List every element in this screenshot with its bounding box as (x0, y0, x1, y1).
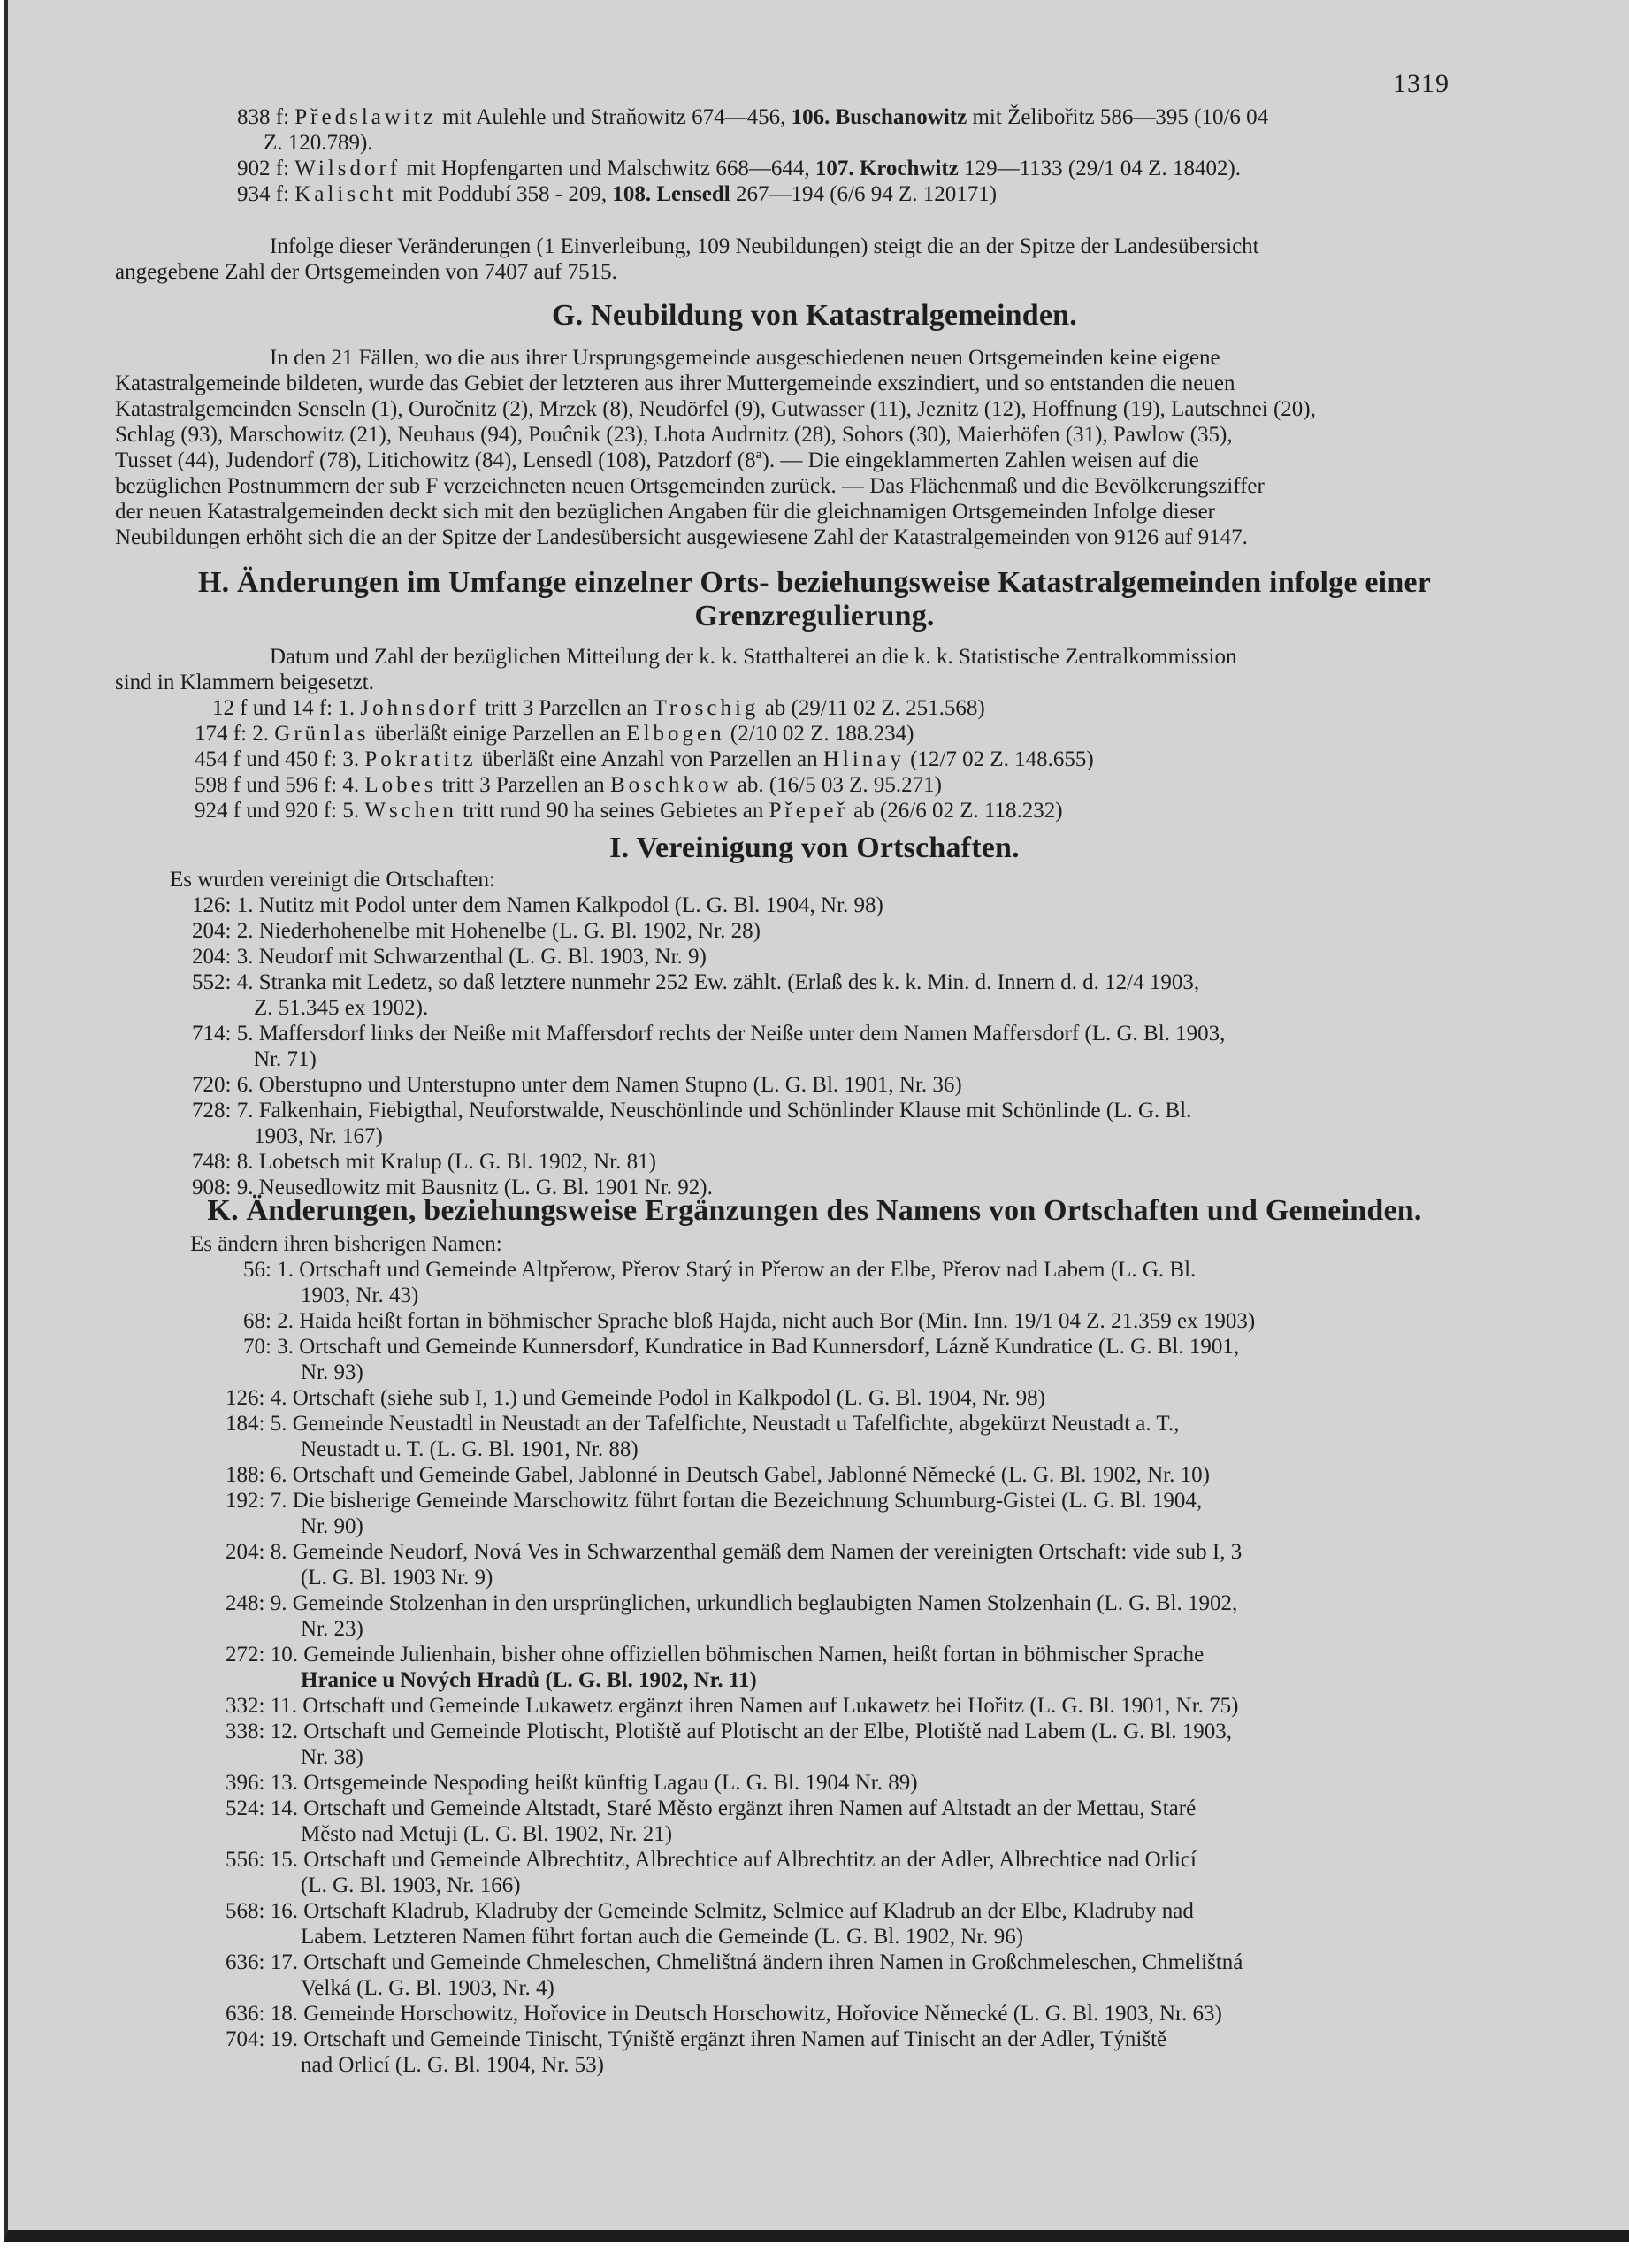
page-number: 1319 (1393, 69, 1449, 98)
list-item: 728: 7. Falkenhain, Fiebigthal, Neuforstwalde, Neuschönlinde und Schönlinder Klause mit Schönlinde (L. G. Bl. 1903, Nr. 167) (192, 1099, 1192, 1148)
section-h-list (177, 695, 1415, 824)
list-item: 70: 3. Ortschaft und Gemeinde Kunnersdorf, Kundratice in Bad Kunnersdorf, Lázně Kundratice (L. G. Bl. 1901, Nr. 93) (243, 1335, 1240, 1384)
list-item: 636: 18. Gemeinde Horschowitz, Hořovice in Deutsch Horschowitz, Hořovice Německé (L. G. Bl. 1903, Nr. 63) (226, 2002, 1222, 2026)
list-item: 552: 4. Stranka mit Ledetz, so daß letztere nunmehr 252 Ew. zählt. (Erlaß des k. k. Min. d. Innern d. d. 12/4 1903, Z. 51.345 ex 1902). (192, 970, 1200, 1020)
section-i-list (170, 867, 1452, 1200)
list-item: 556: 15. Ortschaft und Gemeinde Albrechtitz, Albrechtice auf Albrechtitz an der Adler, Albrechtice nad Orlicí (L. G. Bl. 1903, Nr. 166) (226, 1848, 1197, 1897)
section-i-intro: Es wurden vereinigt die Ortschaften: (170, 868, 495, 892)
list-item: 192: 7. Die bisherige Gemeinde Marschowitz führt fortan die Bezeichnung Schumburg-Gistei (L. G. Bl. 1904, Nr. 90) (226, 1489, 1203, 1538)
section-k-title: K. Änderungen, beziehungsweise Ergänzungen des Namens von Ortschaften und Gemeinden. (207, 1194, 1422, 1227)
top-entry: 934 f: Kalischt mit Poddubí 358 - 209, 108. Lensedl 267—194 (6/6 94 Z. 120171) (237, 182, 998, 206)
list-item: 248: 9. Gemeinde Stolzenhan in den ursprünglichen, urkundlich beglaubigten Namen Stolzenhain (L. G. Bl. 1902, Nr. 23) (226, 1591, 1238, 1641)
section-i-title: I. Vereinigung von Ortschaften. (609, 831, 1020, 864)
top-entry: 902 f: Wilsdorf mit Hopfengarten und Malschwitz 668—644, 107. Krochwitz 129—1133 (29/1 04 Z. 18402). (237, 157, 1242, 180)
list-item: 338: 12. Ortschaft und Gemeinde Plotischt, Plotiště auf Plotischt an der Elbe, Plotiště nad Labem (L. G. Bl. 1903, Nr. 38) (226, 1720, 1233, 1769)
top-entry: 838 f: Předslawitz mit Aulehle und Straňowitz 674—456, 106. Buschanowitz mit Želibořitz 586—395 (10/6 04 (237, 105, 1269, 129)
list-item: 56: 1. Ortschaft und Gemeinde Altpřerow, Přerov Starý in Přerow an der Elbe, Přerov nad Labem (L. G. Bl. 1903, Nr. 43) (243, 1258, 1197, 1307)
list-item: 714: 5. Maffersdorf links der Neiße mit Maffersdorf rechts der Neiße unter dem Namen Maffersdorf (L. G. Bl. 1903, Nr. 71) (192, 1022, 1226, 1071)
list-item: 704: 19. Ortschaft und Gemeinde Tinischt, Týniště ergänzt ihren Namen auf Tinischt an der Adler, Týniště nad Orlicí (L. G. Bl. 1904, Nr. 53) (226, 2027, 1167, 2077)
list-item: 68: 2. Haida heißt fortan in böhmischer Sprache bloß Hajda, nicht auch Bor (Min. Inn. 19/1 04 Z. 21.359 ex 1903) (243, 1309, 1256, 1333)
list-item: 204: 8. Gemeinde Neudorf, Nová Ves in Schwarzenthal gemäß dem Namen der vereinigten Ortschaft: vide sub I, 3 (L. G. Bl. 1903 Nr. 9) (226, 1540, 1243, 1590)
list-item: 924 f und 920 f: 5. Wschen tritt rund 90 ha seines Gebietes an Přepeř ab (26/6 02 Z. 118.232) (195, 799, 1063, 823)
section-h-title-cont: Grenzregulierung. (694, 600, 935, 632)
list-item: 204: 2. Niederhohenelbe mit Hohenelbe (L. G. Bl. 1902, Nr. 28) (192, 919, 761, 943)
list-item: 184: 5. Gemeinde Neustadtl in Neustadt an der Tafelfichte, Neustadt u Tafelfichte, abgekürzt Neustadt a. T., Neustadt u. T. (L. G. Bl. 1901, Nr. 88) (226, 1412, 1180, 1461)
list-item: 174 f: 2. Grünlas überläßt einige Parzellen an Elbogen (2/10 02 Z. 188.234) (195, 722, 914, 746)
top-entries (237, 104, 1475, 207)
list-item: 568: 16. Ortschaft Kladrub, Kladruby der Gemeinde Selmitz, Selmice auf Kladrub an der Elbe, Kladruby nad Labem. Letzteren Namen führt fortan auch die Gemeinde (L. G. Bl. 1902, Nr. 96) (226, 1899, 1194, 1949)
list-item: 188: 6. Ortschaft und Gemeinde Gabel, Jablonné in Deutsch Gabel, Jablonné Německé (L. G. Bl. 1902, Nr. 10) (226, 1463, 1210, 1487)
list-item: 524: 14. Ortschaft und Gemeinde Altstadt, Staré Město ergänzt ihren Namen auf Altstadt an der Mettau, Staré Město nad Metuji (L. G. Bl. 1902, Nr. 21) (226, 1797, 1197, 1846)
top-entry-cont: Z. 120.789). (264, 131, 373, 155)
list-item: 598 f und 596 f: 4. Lobes tritt 3 Parzellen an Boschkow ab. (16/5 03 Z. 95.271) (195, 773, 942, 797)
list-item: 332: 11. Ortschaft und Gemeinde Lukawetz ergänzt ihren Namen auf Lukawetz bei Hořitz (L. G. Bl. 1901, Nr. 75) (226, 1694, 1239, 1718)
list-item: 636: 17. Ortschaft und Gemeinde Chmeleschen, Chmelištná ändern ihren Namen in Großchmeleschen, Chmelištná Velká (L. G. Bl. 1903, Nr. 4) (226, 1950, 1243, 2000)
section-k-intro: Es ändern ihren bisherigen Namen: (190, 1232, 502, 1256)
section-h-title: H. Änderungen im Umfange einzelner Orts- beziehungsweise Katastralgemeinden infolge einer (197, 566, 1432, 599)
list-item: 12 f und 14 f: 1. Johnsdorf tritt 3 Parzellen an Troschig ab (29/11 02 Z. 251.568) (212, 696, 985, 720)
list-item: 204: 3. Neudorf mit Schwarzenthal (L. G. Bl. 1903, Nr. 9) (192, 945, 707, 969)
list-item: 126: 4. Ortschaft (siehe sub I, 1.) und Gemeinde Podol in Kalkpodol (L. G. Bl. 1904, Nr. 98) (226, 1386, 1045, 1410)
list-item: 396: 13. Ortsgemeinde Nespoding heißt künftig Lagau (L. G. Bl. 1904 Nr. 89) (226, 1771, 918, 1795)
list-item: 720: 6. Oberstupno und Unterstupno unter dem Namen Stupno (L. G. Bl. 1901, Nr. 36) (192, 1073, 962, 1097)
section-g-title: G. Neubildung von Katastralgemeinden. (552, 299, 1077, 332)
section-g-text: In den 21 Fällen, wo die aus ihrer Ursprungsgemeinde ausgeschiedenen neuen Ortsgemeinden keine eigene Katastralgemeinde bildeten, wurde das Gebiet der letzteren aus ihrer Muttergemeinde exszindiert, und so entstanden die neuen Katastralgemeinden Senseln (1), Ouročnitz (2), Mrzek (8), Neudörfel (9), Gutwasser (11), Jeznitz (12), Hoffnung (19), Lautschnei (20), Schlag (93), Marschowitz (21), Neuhaus (94), Pouĉnik (23), Lhota Audrnitz (28), Sohors (30), Maierhöfen (31), Pawlow (35), Tusset (44), Judendorf (78), Litichowitz (84), Lensedl (108), Patzdorf (8ª). — Die eingeklammerten Zahlen weisen auf die bezüglichen Postnummern der sub F verzeichneten neuen Ortsgemeinden zurück. — Das Flächenmaß und die Bevölkerungsziffer der neuen Katastralgemeinden deckt sich mit den bezüglichen Angaben für die gleichnamigen Ortsgemeinden Infolge dieser Neubildungen erhöht sich die an der Spitze der Landesübersicht ausgewiesene Zahl der Katastralgemeinden von 9126 auf 9147. (115, 346, 1316, 549)
list-item: 748: 8. Lobetsch mit Kralup (L. G. Bl. 1902, Nr. 81) (192, 1150, 656, 1174)
list-item: 454 f und 450 f: 3. Pokratitz überläßt eine Anzahl von Parzellen an Hlinay (12/7 02 Z. 148.655) (195, 747, 1094, 771)
list-item: 272: 10. Gemeinde Julienhain, bisher ohne offiziellen böhmischen Namen, heißt fortan in böhmischer Sprache Hranice u Nových Hradů (L. G. Bl. 1902, Nr. 11) (226, 1643, 1205, 1692)
list-item: 908: 9. Neusedlowitz mit Bausnitz (L. G. Bl. 1901 Nr. 92). (192, 1176, 713, 1199)
section-k-list (190, 1231, 1472, 2078)
section-h-intro: Datum und Zahl der bezüglichen Mitteilung der k. k. Statthalterei an die k. k. Statistische Zentralkommission sind in Klammern beigesetzt. (115, 645, 1237, 694)
top-paragraph: Infolge dieser Veränderungen (1 Einverleibung, 109 Neubildungen) steigt die an der Spitze der Landesübersicht angegebene Zahl der Ortsgemeinden von 7407 auf 7515. (115, 234, 1259, 284)
list-item: 126: 1. Nutitz mit Podol unter dem Namen Kalkpodol (L. G. Bl. 1904, Nr. 98) (192, 893, 883, 917)
